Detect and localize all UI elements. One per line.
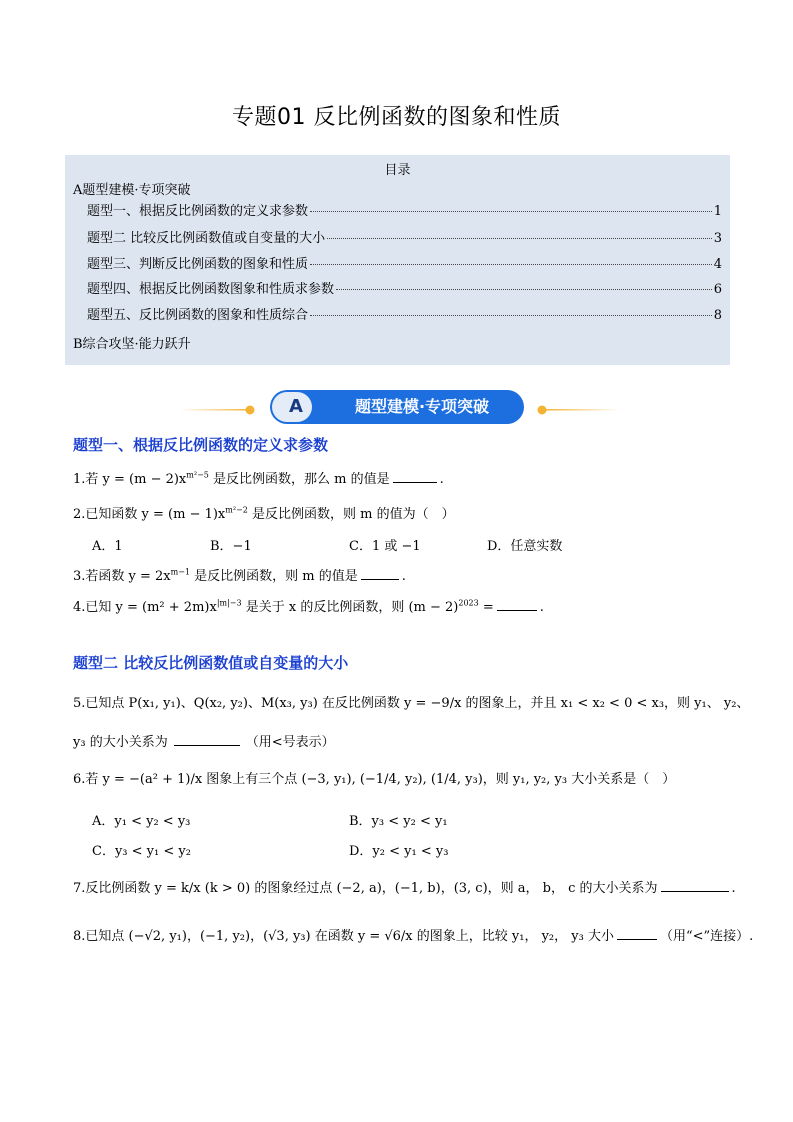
answer-blank[interactable] (174, 744, 240, 746)
toc-item[interactable]: 题型一、根据反比例函数的定义求参数 1 (87, 204, 722, 219)
toc-item[interactable]: 题型三、判断反比例函数的图象和性质 4 (87, 257, 722, 272)
type2-heading: 题型二 比较反比例函数值或自变量的大小 (73, 654, 349, 672)
toc-heading: 目录 (384, 163, 411, 178)
section-banner (170, 388, 630, 426)
toc-item[interactable]: 题型四、根据反比例函数图象和性质求参数 6 (87, 282, 722, 297)
banner-line-right (545, 409, 620, 411)
option-c[interactable]: C．y₃ < y₁ < y₂ (92, 844, 191, 859)
question-6: 6.若 y = −(a² + 1)/x 图象上有三个点 (−3, y₁), (−1/4, y₂), (1/4, y₃)，则 y₁, y₂, y₃ 大小关系是（ ） (73, 772, 676, 787)
banner-line-left (180, 409, 248, 411)
answer-blank[interactable] (361, 578, 399, 580)
option-c[interactable]: C．1 或 −1 (349, 539, 421, 554)
toc-item[interactable]: 题型二 比较反比例函数值或自变量的大小 3 (87, 231, 722, 246)
type1-heading: 题型一、根据反比例函数的定义求参数 (73, 436, 329, 454)
toc-item[interactable]: 题型五、反比例函数的图象和性质综合 8 (87, 308, 722, 323)
question-7: 7.反比例函数 y = k/x (k > 0) 的图象经过点 (−2, a)，(−1, b)，(3, c)，则 a， b， c 的大小关系为 . (73, 881, 736, 896)
question-5: 5.已知点 P(x₁, y₁)、Q(x₂, y₂)、M(x₃, y₃) 在反比例函数 y = −9/x 的图象上，并且 x₁ < x₂ < 0 < x₃，则 y₁、 y₂、 (73, 696, 750, 711)
option-a[interactable]: A．1 (92, 539, 123, 554)
question-3: 3.若函数 $y = 2x^{m-1}$ 是反比例函数，则 m 的值是 . (73, 567, 406, 584)
answer-blank[interactable] (661, 890, 729, 892)
table-of-contents (65, 155, 730, 365)
answer-blank[interactable] (617, 938, 657, 940)
question-4: 4.已知 $y = (m^2 + 2m)x^{|m|-3}$ 是关于 x 的反比例函数，则 $(m - 2)^{2023}$ = . (73, 598, 544, 615)
option-d[interactable]: D．y₂ < y₁ < y₃ (349, 844, 449, 859)
question-5-line2: y₃ 的大小关系为 （用<号表示） (73, 735, 335, 750)
question-2: 2.已知函数 $y = (m - 1)x^{m^2-2}$ 是反比例函数，则 m 的值为（ ） (73, 505, 455, 522)
page-title: 专题01 反比例函数的图象和性质 (232, 105, 561, 130)
option-b[interactable]: B．y₃ < y₂ < y₁ (349, 814, 448, 829)
banner-dot-left (246, 406, 255, 415)
question-8: 8.已知点 (−√2, y₁)，(−1, y₂)，(√3, y₃) 在函数 y = √6/x 的图象上，比较 y₁， y₂， y₃ 大小 （用“<”连接）. (73, 929, 754, 944)
answer-blank[interactable] (393, 481, 437, 483)
toc-section-a[interactable]: A题型建模·专项突破 (73, 183, 191, 198)
answer-blank[interactable] (497, 609, 537, 611)
question-1: 1.若 $y = (m - 2)x^{m^2-5}$ 是反比例函数，那么 m 的值是 . (73, 470, 444, 487)
banner-text: 题型建模·专项突破 (354, 397, 490, 416)
banner-letter: A (289, 396, 303, 417)
banner-dot-right (538, 406, 547, 415)
option-d[interactable]: D．任意实数 (487, 539, 563, 554)
option-b[interactable]: B．−1 (210, 539, 252, 554)
toc-section-b[interactable]: B综合攻坚·能力跃升 (73, 337, 191, 352)
option-a[interactable]: A．y₁ < y₂ < y₃ (92, 814, 191, 829)
